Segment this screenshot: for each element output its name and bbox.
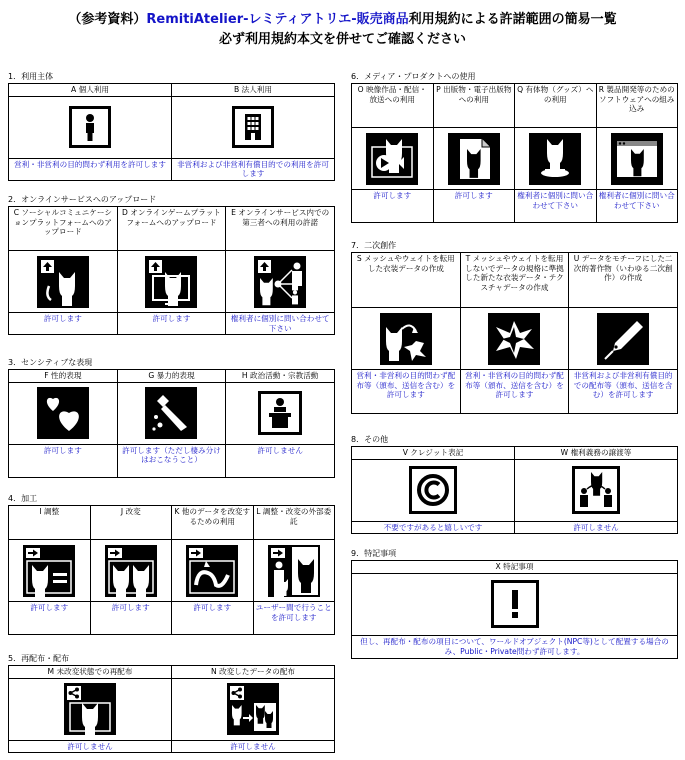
permission-value: 不要ですがあると嬉しいです [352,521,515,534]
section-title: 8．その他 [351,435,389,444]
permission-value: 許可します [90,602,172,635]
hearts-icon [37,387,89,439]
column-header: T メッシュやウェイトを転用しないでデータの規格に準拠した新たな衣装データ・テクスチャデータの作成 [460,253,569,308]
section-title: 6．メディア・プロダクトへの使用 [351,72,476,81]
permission-value: 非営利および非営利有償目的での配布等（頒布、送信を含む）を許可します [569,370,678,414]
share-modified-cats-icon [227,683,279,735]
permission-value: 権利者に個別に問い合わせて下さい [596,190,678,223]
permission-value: 許可します（ただし棲み分けはおこなうこと） [117,444,226,477]
section-processing [8,493,335,635]
software-cat-icon [611,133,663,185]
upload-cat-icon [37,256,89,308]
section-title: 7．二次創作 [351,241,397,250]
permission-value: 許可します [9,602,91,635]
share-cat-icon [64,683,116,735]
section-title: 3．センシティブな表現 [8,358,93,367]
permission-value: 権利者に個別に問い合わせて下さい [226,313,335,335]
column-header: E オンラインサービス内での第三者への利用の許諾 [226,207,335,251]
page-subtitle: 必ず利用規約本文を併せてご確認ください [218,32,466,47]
title-prefix: （参考資料） [68,12,147,27]
column-header: A 個人利用 [9,84,172,97]
title-suffix: 利用規約による許諾範囲の簡易一覧 [408,12,617,27]
column-header: R 製品開発等のためのソフトウェアへの組み込み [596,84,678,128]
office-building-icon [232,106,274,148]
permission-value: 営利・非営利の目的問わず配布等（頒布、送信を含む）を許可します [460,370,569,414]
section-other [351,434,678,534]
permission-value: 許可します [433,190,515,223]
column-header: W 権利義務の譲渡等 [515,447,678,460]
podium-speaker-icon [258,391,302,435]
permission-value: 許可しません [9,740,172,753]
section-sensitive-expression [8,357,335,478]
section-title: 2．オンラインサービスへのアップロード [8,195,157,204]
goods-cat-icon [529,133,581,185]
outsource-cats-icon [268,545,320,597]
transfer-people-icon [572,466,620,514]
column-header: O 映像作品・配信・放送への利用 [352,84,434,128]
column-header: D オンラインゲームプラットフォームへのアップロード [117,207,226,251]
permission-value: 権利者に個別に問い合わせて下さい [515,190,597,223]
section-media-product [351,71,678,223]
section-redistribution [8,653,335,753]
permission-value: 許可します [172,602,254,635]
mesh-cat-flower-icon [380,313,432,365]
section-special-notes [351,548,678,659]
column-header: G 暴力的表現 [117,370,226,383]
section-title: 1．利用主体 [8,72,54,81]
bloody-knife-icon [145,387,197,439]
section-online-upload [8,194,335,335]
permission-value: ユーザー間で行うことを許可します [253,602,335,635]
publication-cat-icon [448,133,500,185]
cat-tail-icon [186,545,238,597]
section-title: 4．加工 [8,494,38,503]
upload-monitor-cat-icon [145,256,197,308]
column-header: N 改変したデータの配布 [172,666,335,679]
column-header: U データをモチーフにした二次的著作物（いわゆる二次創作）の作成 [569,253,678,308]
flower-texture-icon [488,313,540,365]
permission-value: 許可します [117,313,226,335]
upload-share-people-icon [254,256,306,308]
column-header: F 性的表現 [9,370,118,383]
permission-value: 営利・非営利の目的問わず配布等（頒布、送信を含む）を許可します [352,370,461,414]
video-cat-icon [366,133,418,185]
title-brand: RemitiAtelier-レミティアトリエ-販売商品 [146,12,409,27]
column-header: M 未改変状態での再配布 [9,666,172,679]
pen-nib-icon [597,313,649,365]
permission-value: 営利・非営利の目的問わず利用を許可します [9,158,172,180]
column-header: Q 有体物（グッズ）への利用 [515,84,597,128]
permission-value: 許可します [9,444,118,477]
column-header: H 政治活動・宗教活動 [226,370,335,383]
person-icon [69,106,111,148]
section-derivative-works [351,240,678,414]
section-title: 5．再配布・配布 [8,654,70,663]
modify-cats-icon [105,545,157,597]
column-header: C ソーシャルコミュニケーションプラットフォームへのアップロード [9,207,118,251]
permission-value: 非営利および非営利有償目的での利用を許可します [172,158,335,180]
column-header: L 調整・改変の外部委託 [253,506,335,540]
column-header: V クレジット表記 [352,447,515,460]
section-usage-subject [8,71,335,181]
column-header: I 調整 [9,506,91,540]
column-header: J 改変 [90,506,172,540]
column-header: X 特記事項 [352,561,678,574]
permission-value: 許可しません [515,521,678,534]
copyright-icon [409,466,457,514]
column-header: P 出版物・電子出版物への利用 [433,84,515,128]
permission-value: 許可しません [226,444,335,477]
section-title: 9．特記事項 [351,549,397,558]
page-title [0,8,685,27]
column-header: S メッシュやウェイトを転用した衣装データの作成 [352,253,461,308]
column-header: B 法人利用 [172,84,335,97]
permission-value: 許可しません [172,740,335,753]
permission-value: 許可します [9,313,118,335]
column-header: K 他のデータを改変するための利用 [172,506,254,540]
permission-value: 許可します [352,190,434,223]
exclamation-icon [491,580,539,628]
special-note: 但し、再配布・配布の項目について、ワールドオブジェクト(NPC等)として配置する場合のみ、Public・Private問わず許可します。 [352,635,678,658]
adjust-cat-equal-icon [23,545,75,597]
